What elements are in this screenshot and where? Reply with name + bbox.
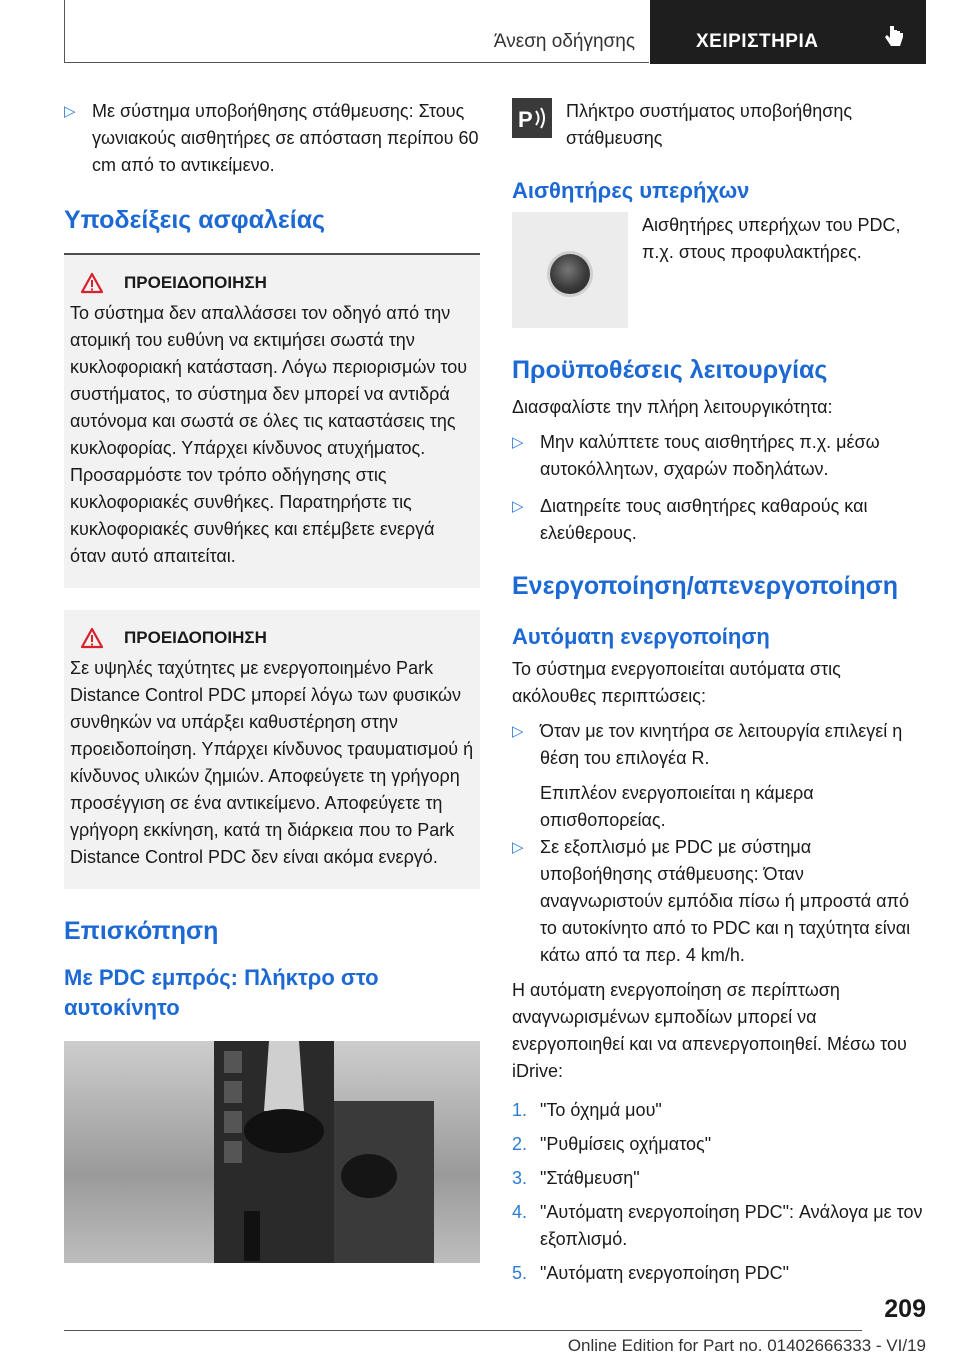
auto-intro: Το σύστημα ενεργοποιείται αυτόματα στις ακόλουθες περιπτώσεις: <box>512 659 841 706</box>
list-item-note: Επιπλέον ενεργοποιείται η κάμερα οπισθοπορείας. <box>540 783 814 830</box>
ultrasonic-sensor-icon <box>550 254 590 294</box>
console-photo <box>64 1041 480 1263</box>
auto-outro: Η αυτόματη ενεργοποίηση σε περίπτωση αναγνωρισμένων εμποδίων μπορεί να ενεργοποιηθεί και να απενεργοποιηθεί. Μέσω του iDrive: <box>512 980 907 1081</box>
bullet-triangle-icon: ▷ <box>512 839 524 856</box>
bullet-triangle-icon: ▷ <box>512 498 524 515</box>
section-tab <box>64 0 649 63</box>
warning-text: Σε υψηλές ταχύτητες με ενεργοποιημένο Park Distance Control PDC μπορεί λόγω των φυσικών συνθηκών να υπάρξει καθυστέρηση στην προειδοποίηση. Υπάρχει κίνδυνος τραυματισμού ή κίνδυνος υλικών ζημιών. Αποφεύγετε τη γρήγορη προσέγγιση σε ένα αντικείμενο. Αποφεύγετε τη γρήγορη εκκίνηση, κατά τη διάρκεια που το Park Distance Control PDC δεν είναι ακόμα ενεργό. <box>70 658 474 867</box>
section-title: Άνεση οδήγησης <box>493 31 635 52</box>
step-item: 3. "Στάθμευση" <box>512 1168 640 1188</box>
list-item: ▷ Μην καλύπτετε τους αισθητήρες π.χ. μέσω αυτοκόλλητων, σχαρών ποδηλάτων. <box>512 429 928 483</box>
warning-text: Το σύστημα δεν απαλλάσσει τον οδηγό από την ατομική του ευθύνη να εκτιμήσει σωστά την κυκλοφοριακή κατάσταση. Λόγω περιορισμών του συστήματος, το σύστημα δεν μπορεί να αντιδρά αυτόνομα και σωστά σε όλες τις καταστάσεις της κυκλοφορίας. Υπάρχει κίνδυνος ατυχήματος. Προσαρμόστε τον τρόπο οδήγησης στις κυκλοφοριακές συνθήκες. Παρατηρήστε τις κυκλοφοριακές συνθήκες και επέμβετε ενεργά όταν αυτό απαιτείται. <box>70 303 468 566</box>
center-console-illustration <box>64 1041 480 1263</box>
page-number: 209 <box>884 1295 926 1323</box>
page-header <box>64 0 926 64</box>
steps-list <box>512 1097 928 1287</box>
bullet-triangle-icon: ▷ <box>64 103 76 120</box>
left-column <box>64 98 480 1263</box>
activation-heading: Ενεργοποίηση/απενεργοποίηση <box>512 572 899 600</box>
chapter-title: ΧΕΙΡΙΣΤΗΡΙΑ <box>696 31 819 52</box>
list-item: ▷ Διατηρείτε τους αισθητήρες καθαρούς και ελεύθερους. <box>512 493 928 547</box>
step-item: 2. "Ρυθμίσεις οχήματος" <box>512 1134 712 1154</box>
chapter-tab <box>650 0 926 64</box>
auto-activation-heading: Αυτόματη ενεργοποίηση <box>512 624 770 649</box>
right-column <box>512 98 928 1287</box>
prereq-intro: Διασφαλίστε την πλήρη λειτουργικότητα: <box>512 397 833 417</box>
ultrasonic-heading: Αισθητήρες υπερήχων <box>512 178 750 203</box>
list-item: ▷ Σε εξοπλισμό με PDC με σύστημα υποβοήθησης στάθμευσης: Όταν αναγνωριστούν εμπόδια πίσω ή μπροστά από το αυτοκίνητο από το PDC και η ταχύτητα είναι κάτω από τα περ. 4 km/h. <box>512 834 928 969</box>
warning-box <box>64 610 480 889</box>
warning-box <box>64 253 480 588</box>
ultrasonic-text: Αισθητήρες υπερήχων του PDC, π.χ. στους προφυλακτήρες. <box>642 215 901 262</box>
safety-heading: Υποδείξεις ασφαλείας <box>64 206 326 234</box>
sensor-row <box>512 212 928 328</box>
sensor-photo <box>512 212 628 328</box>
list-item: ▷ Όταν με τον κινητήρα σε λειτουργία επιλεγεί η θέση του επιλογέα R. <box>512 718 928 772</box>
hand-pointer-icon <box>882 24 906 50</box>
warning-title: ΠΡΟΕΙΔΟΠΟΙΗΣΗ <box>124 273 267 292</box>
button-row <box>512 98 928 152</box>
step-item: 4. "Αυτόματη ενεργοποίηση PDC": Ανάλογα με τον εξοπλισμό. <box>512 1202 923 1249</box>
list-item: ▷ Με σύστημα υποβοήθησης στάθμευσης: Στους γωνιακούς αισθητήρες σε απόσταση περίπου 60 cm από το αντικείμενο. <box>64 98 480 179</box>
step-item: 5. "Αυτόματη ενεργοποίηση PDC" <box>512 1263 790 1283</box>
edition-note: Online Edition for Part no. 01402666333 - VI/19 <box>567 1336 926 1355</box>
prereq-heading: Προϋποθέσεις λειτουργίας <box>512 356 828 384</box>
footer-rule <box>64 1330 862 1331</box>
warning-triangle-icon <box>80 627 104 649</box>
bullet-triangle-icon: ▷ <box>512 434 524 451</box>
svg-text:P: P <box>518 107 533 132</box>
bullet-triangle-icon: ▷ <box>512 723 524 740</box>
warning-triangle-icon <box>80 272 104 294</box>
button-caption: Πλήκτρο συστήματος υποβοήθησης στάθμευσης <box>566 101 853 148</box>
parking-assist-button-icon <box>512 98 552 138</box>
warning-title: ΠΡΟΕΙΔΟΠΟΙΗΣΗ <box>124 628 267 647</box>
step-item: 1. "Το όχημά μου" <box>512 1100 662 1120</box>
pdc-front-heading: Με PDC εμπρός: Πλήκτρο στο αυτοκίνητο <box>64 965 379 1020</box>
overview-heading: Επισκόπηση <box>64 917 219 945</box>
